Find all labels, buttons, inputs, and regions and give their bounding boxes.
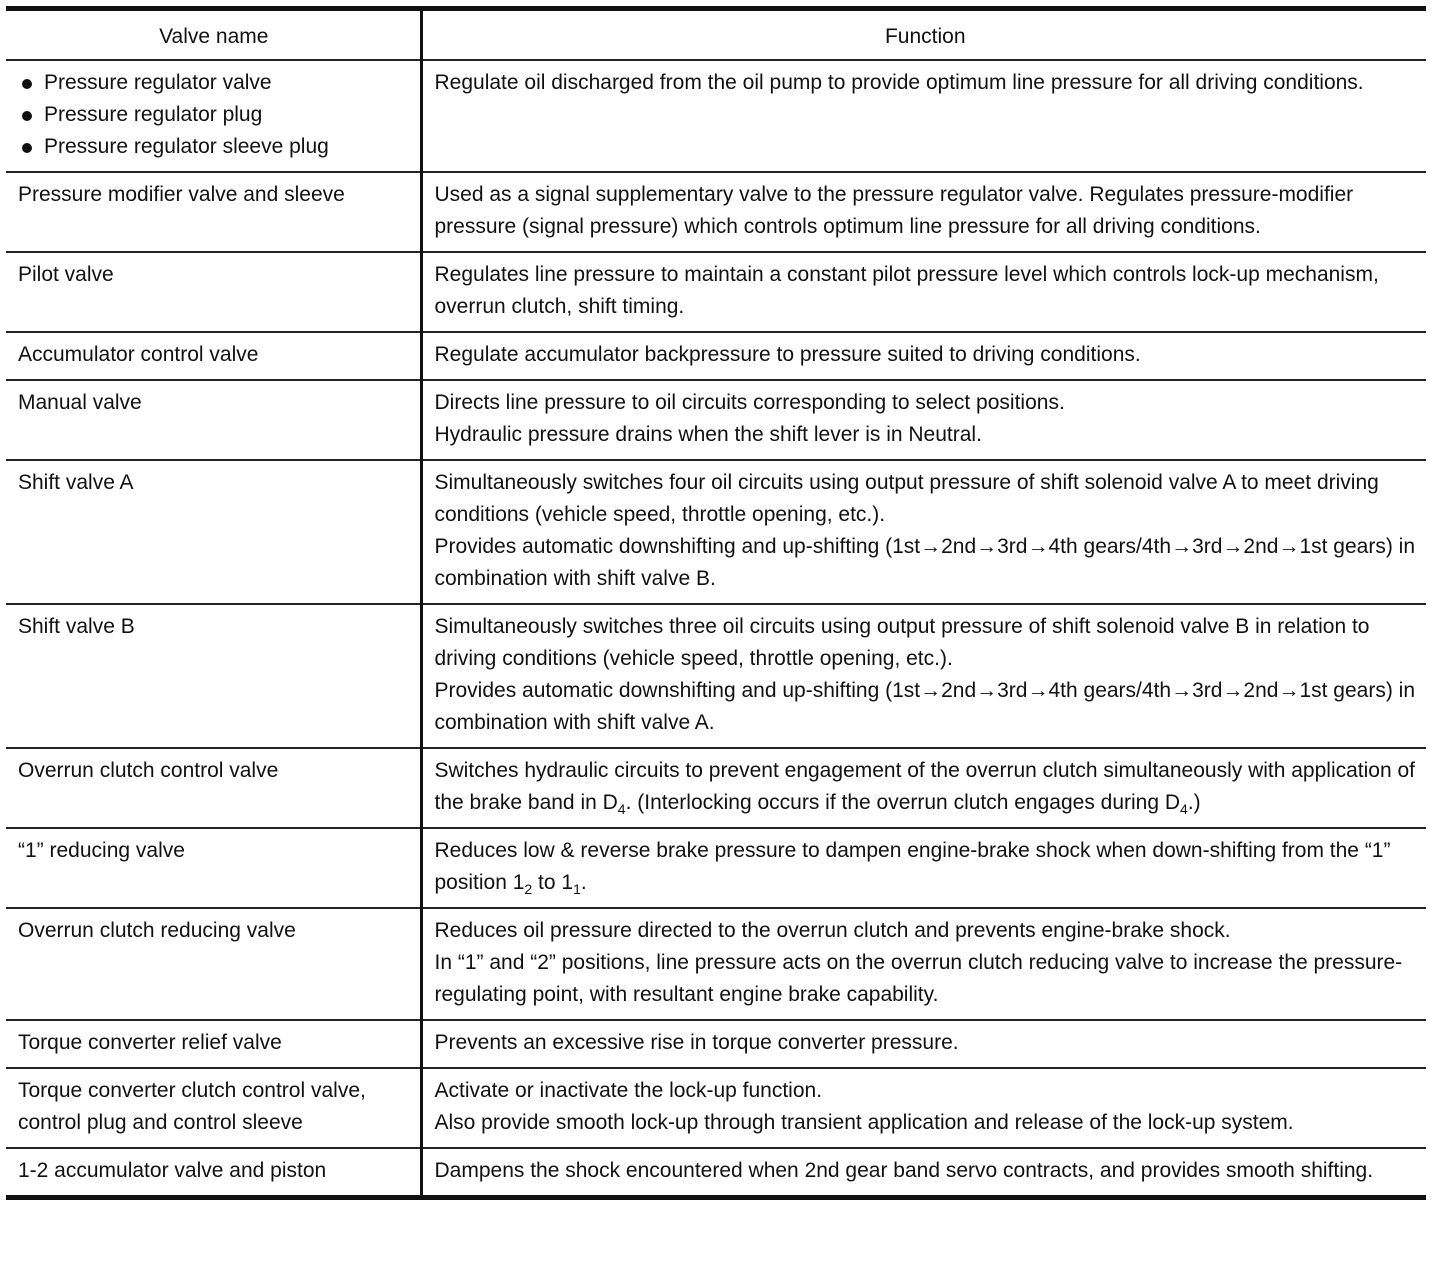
function-cell <box>421 1068 1426 1148</box>
valve-name-cell: Overrun clutch control valve <box>6 748 421 828</box>
table-row <box>6 748 1426 828</box>
function-cell <box>421 60 1426 172</box>
function-text: Regulates line pressure to maintain a constant pilot pressure level which controls lock-up mechanism, overrun clutch, shift timing. <box>434 263 1379 318</box>
function-cell <box>421 748 1426 828</box>
function-text: Reduces oil pressure directed to the overrun clutch and prevents engine-brake shock. <box>434 919 1231 942</box>
valve-name-cell: Shift valve B <box>6 604 421 748</box>
table-row <box>6 332 1426 380</box>
table-row <box>6 1068 1426 1148</box>
table-row <box>6 908 1426 1020</box>
subscript: 4 <box>617 801 626 818</box>
valve-name-cell: Accumulator control valve <box>6 332 421 380</box>
function-cell <box>421 460 1426 604</box>
subscript: 2 <box>524 881 533 898</box>
function-cell <box>421 908 1426 1020</box>
function-text-part: . <box>580 871 587 894</box>
valve-name-bullet: Pressure regulator valve <box>18 67 410 99</box>
function-text: In “1” and “2” positions, line pressure acts on the overrun clutch reducing valve to increase the pressure-regulating point, with resultant engine brake capability. <box>434 951 1403 1006</box>
valve-name-bullet-list <box>18 67 410 163</box>
valve-name-cell: Torque converter relief valve <box>6 1020 421 1068</box>
function-cell <box>421 1020 1426 1068</box>
function-cell <box>421 604 1426 748</box>
table-header-row <box>6 9 1426 61</box>
function-text-part: Switches hydraulic circuits to prevent engagement of the overrun clutch simultaneously with application of the brake band in D <box>434 759 1416 814</box>
function-cell <box>421 1148 1426 1198</box>
subscript: 4 <box>1180 801 1188 818</box>
valve-function-table <box>6 6 1426 1200</box>
valve-name-cell: Pressure modifier valve and sleeve <box>6 172 421 252</box>
table-row <box>6 828 1426 908</box>
function-text: Simultaneously switches four oil circuits using output pressure of shift solenoid valve A to meet driving conditions (vehicle speed, throttle opening, etc.). <box>434 471 1379 526</box>
valve-name-cell: Shift valve A <box>6 460 421 604</box>
valve-name-cell: Pilot valve <box>6 252 421 332</box>
table-row <box>6 1148 1426 1198</box>
function-text: Regulate oil discharged from the oil pump to provide optimum line pressure for all driving conditions. <box>434 71 1364 94</box>
function-text: Prevents an excessive rise in torque converter pressure. <box>434 1031 959 1054</box>
function-text-part: . (Interlocking occurs if the overrun clutch engages during D <box>625 791 1181 814</box>
function-text-part: .) <box>1187 791 1201 814</box>
function-text: Provides automatic downshifting and up-shifting (1st→2nd→3rd→4th gears/4th→3rd→2nd→1st gears) in combination with shift valve B. <box>434 535 1416 590</box>
header-valve-name: Valve name <box>6 9 421 61</box>
function-text: Directs line pressure to oil circuits corresponding to select positions. <box>434 391 1065 414</box>
table-row <box>6 60 1426 172</box>
function-text: Hydraulic pressure drains when the shift lever is in Neutral. <box>434 423 982 446</box>
valve-name-cell <box>6 60 421 172</box>
valve-name-cell: Torque converter clutch control valve, control plug and control sleeve <box>6 1068 421 1148</box>
function-text: Regulate accumulator backpressure to pressure suited to driving conditions. <box>434 343 1141 366</box>
table-row <box>6 252 1426 332</box>
valve-name-cell: “1” reducing valve <box>6 828 421 908</box>
valve-name-cell: Manual valve <box>6 380 421 460</box>
table-row <box>6 380 1426 460</box>
function-cell <box>421 828 1426 908</box>
function-text: Simultaneously switches three oil circuits using output pressure of shift solenoid valve B in relation to driving conditions (vehicle speed, throttle opening, etc.). <box>434 615 1370 670</box>
table-row <box>6 1020 1426 1068</box>
function-text <box>435 835 1417 899</box>
function-cell <box>421 252 1426 332</box>
function-text: Activate or inactivate the lock-up function. <box>434 1079 823 1102</box>
function-text: Also provide smooth lock-up through transient application and release of the lock-up system. <box>434 1111 1294 1134</box>
valve-name-cell: 1-2 accumulator valve and piston <box>6 1148 421 1198</box>
function-text: Provides automatic downshifting and up-shifting (1st→2nd→3rd→4th gears/4th→3rd→2nd→1st gears) in combination with shift valve A. <box>434 679 1416 734</box>
function-cell <box>421 380 1426 460</box>
header-function: Function <box>421 9 1426 61</box>
function-text-part: Reduces low & reverse brake pressure to dampen engine-brake shock when down-shifting from the “1” position 1 <box>434 839 1391 894</box>
valve-name-bullet: Pressure regulator sleeve plug <box>18 131 410 163</box>
table-row <box>6 604 1426 748</box>
valve-name-cell: Overrun clutch reducing valve <box>6 908 421 1020</box>
function-text: Dampens the shock encountered when 2nd gear band servo contracts, and provides smooth shifting. <box>434 1159 1374 1182</box>
function-text-part: to 1 <box>532 871 574 894</box>
function-cell <box>421 332 1426 380</box>
valve-name-bullet: Pressure regulator plug <box>18 99 410 131</box>
function-cell <box>421 172 1426 252</box>
function-text <box>435 755 1417 819</box>
subscript: 1 <box>573 881 581 898</box>
table-row <box>6 172 1426 252</box>
table-row <box>6 460 1426 604</box>
function-text: Used as a signal supplementary valve to the pressure regulator valve. Regulates pressure-modifier pressure (signal pressure) which controls optimum line pressure for all driving conditions. <box>434 183 1354 238</box>
